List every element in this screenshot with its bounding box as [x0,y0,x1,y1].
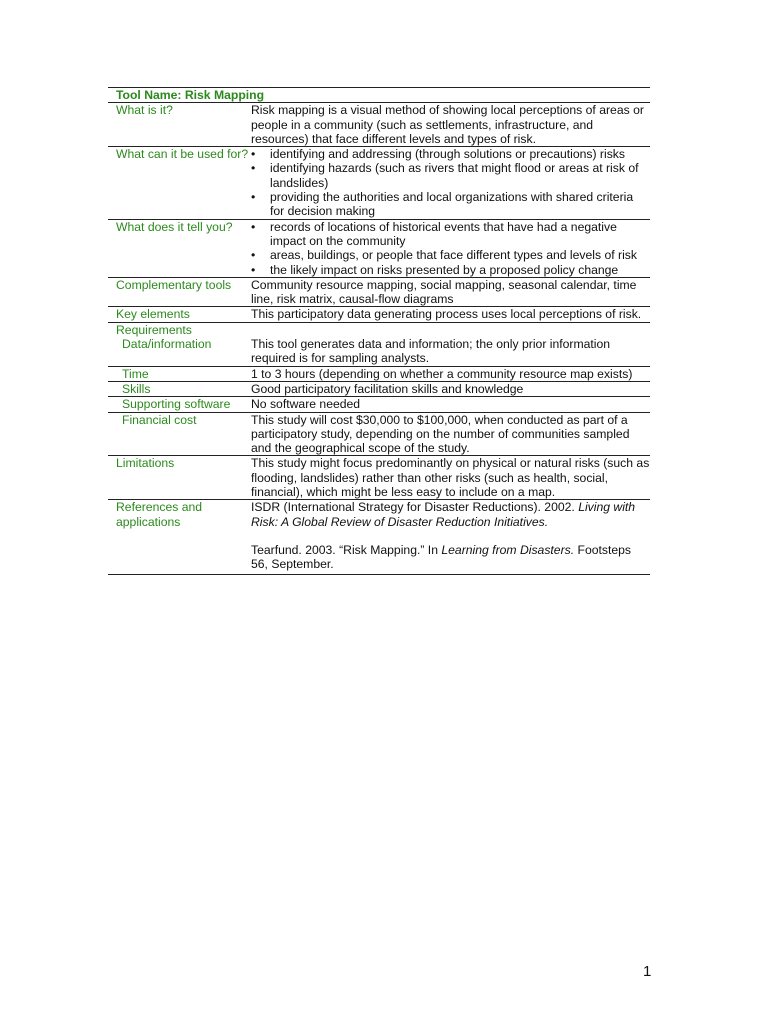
value-limitations: This study might focus predominantly on physical or natural risks (such as flooding, landslides) rather than other risks (such as health, social, financial), which might be less easy to include on a map. [251,456,650,500]
list-item: • identifying hazards (such as rivers that might flood or areas at risk of landslides) [251,161,650,190]
reference-1-title: Living with Risk: A Global Review of Disaster Reduction Initiatives. [251,500,636,529]
value-used-for [251,147,650,219]
value-skills: Good participatory facilitation skills and knowledge [251,381,650,396]
used-for-list [251,147,650,218]
reference-2-title: Learning from Disasters. [441,542,575,557]
tool-table [108,87,650,575]
tool-title: Tool Name: Risk Mapping [108,88,650,103]
label-cost: Financial cost [108,412,251,456]
row-key-elements [108,307,650,322]
row-time [108,366,650,381]
label-data-info: Data/information [108,337,251,366]
reference-2-tail: Footsteps 56, September. [251,542,632,572]
label-what-is-it: What is it? [108,103,251,147]
label-tell-you: What does it tell you? [108,219,251,277]
row-complementary [108,277,650,307]
label-time: Time [108,366,251,381]
reference-spacer [251,529,650,543]
label-complementary: Complementary tools [108,277,251,307]
label-used-for: What can it be used for? [108,147,251,219]
value-data-info: This tool generates data and information; the only prior information required is for sampling analysts. [251,337,650,366]
reference-1 [251,500,650,529]
value-references [251,500,650,574]
value-cost: This study will cost $30,000 to $100,000, when conducted as part of a participatory study, depending on the number of communities sampled and the geographical scope of the study. [251,412,650,456]
title-row [108,88,650,103]
label-key-elements: Key elements [108,307,251,322]
label-skills: Skills [108,381,251,396]
reference-1-text: ISDR (International Strategy for Disaster Reductions). 2002. [251,500,579,515]
label-software: Supporting software [108,397,251,412]
page-number: 1 [643,963,652,980]
row-software [108,397,650,412]
row-references [108,500,650,574]
value-requirements [251,322,650,337]
row-data-info [108,337,650,366]
label-references: References and applications [108,500,251,574]
row-tell-you [108,219,650,277]
label-requirements: Requirements [116,322,192,337]
row-skills [108,381,650,396]
value-what-is-it: Risk mapping is a visual method of showing local perceptions of areas or people in a community (such as settlements, infrastructure, and resources) that face different levels and types of risk. [251,103,650,147]
value-tell-you [251,219,650,277]
list-item: • the likely impact on risks presented by a proposed policy change [251,263,650,277]
value-software: No software needed [251,397,650,412]
list-item: • identifying and addressing (through solutions or precautions) risks [251,147,650,161]
reference-2-text: Tearfund. 2003. “Risk Mapping.” In [251,542,442,557]
tell-you-list [251,220,650,277]
row-requirements [108,322,650,337]
list-item: • areas, buildings, or people that face different types and levels of risk [251,248,650,262]
reference-2 [251,543,650,572]
value-key-elements: This participatory data generating process uses local perceptions of risk. [251,307,650,322]
value-complementary: Community resource mapping, social mapping, seasonal calendar, time line, risk matrix, causal-flow diagrams [251,277,650,307]
row-limitations [108,456,650,500]
label-limitations: Limitations [108,456,251,500]
list-item: • providing the authorities and local organizations with shared criteria for decision making [251,190,650,219]
row-cost [108,412,650,456]
list-item: • records of locations of historical events that have had a negative impact on the community [251,220,650,249]
value-time: 1 to 3 hours (depending on whether a community resource map exists) [251,366,650,381]
row-used-for [108,147,650,219]
row-what-is-it [108,103,650,147]
